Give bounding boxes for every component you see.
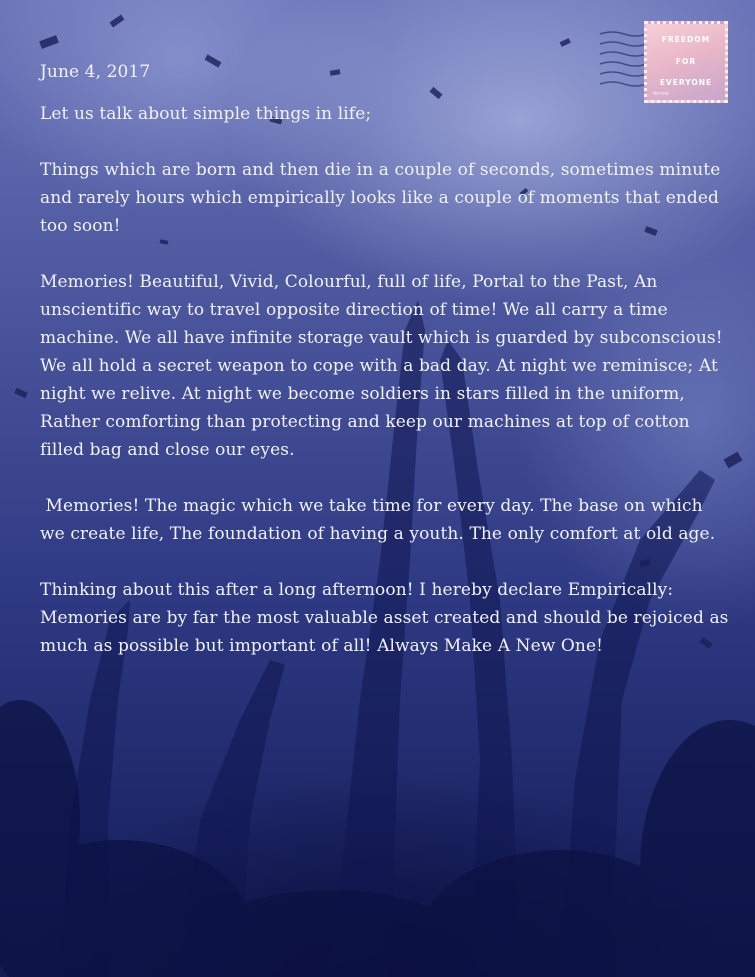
stamp-line-3: EVERYONE xyxy=(659,78,713,87)
stamp-line-2: FOR xyxy=(675,57,697,66)
letter-paragraph: Things which are born and then die in a couple of seconds, sometimes minute and rarely hours which empirically looks like a couple of moments that ended too soon! xyxy=(40,160,721,236)
letter-paragraph: Thinking about this after a long afternoon! I hereby declare Empirically: Memories are by far the most valuable asset created and should be rejoiced as much as possible but important of all! Always Make A New One! xyxy=(40,580,729,656)
letter-body xyxy=(40,58,730,688)
letter-paragraph: Memories! Beautiful, Vivid, Colourful, full of life, Portal to the Past, An unscientific way to travel opposite direction of time! We all carry a time machine. We all have infinite storage vault which is guarded by subconscious! We all hold a secret weapon to cope with a bad day. At night we reminisce; At night we relive. At night we become soldiers in stars filled in the uniform, Rather comforting than protecting and keep our machines at top of cotton filled bag and close our eyes. xyxy=(40,272,723,460)
stamp-small-text: forms xyxy=(653,91,669,97)
letter-paragraph: Let us talk about simple things in life; xyxy=(40,104,372,124)
letter-paragraph: Memories! The magic which we take time for every day. The base on which we create life, The foundation of having a youth. The only comfort at old age. xyxy=(40,496,716,544)
letter-date: June 4, 2017 xyxy=(40,62,151,82)
stamp-line-1: FREEDOM xyxy=(661,35,711,44)
